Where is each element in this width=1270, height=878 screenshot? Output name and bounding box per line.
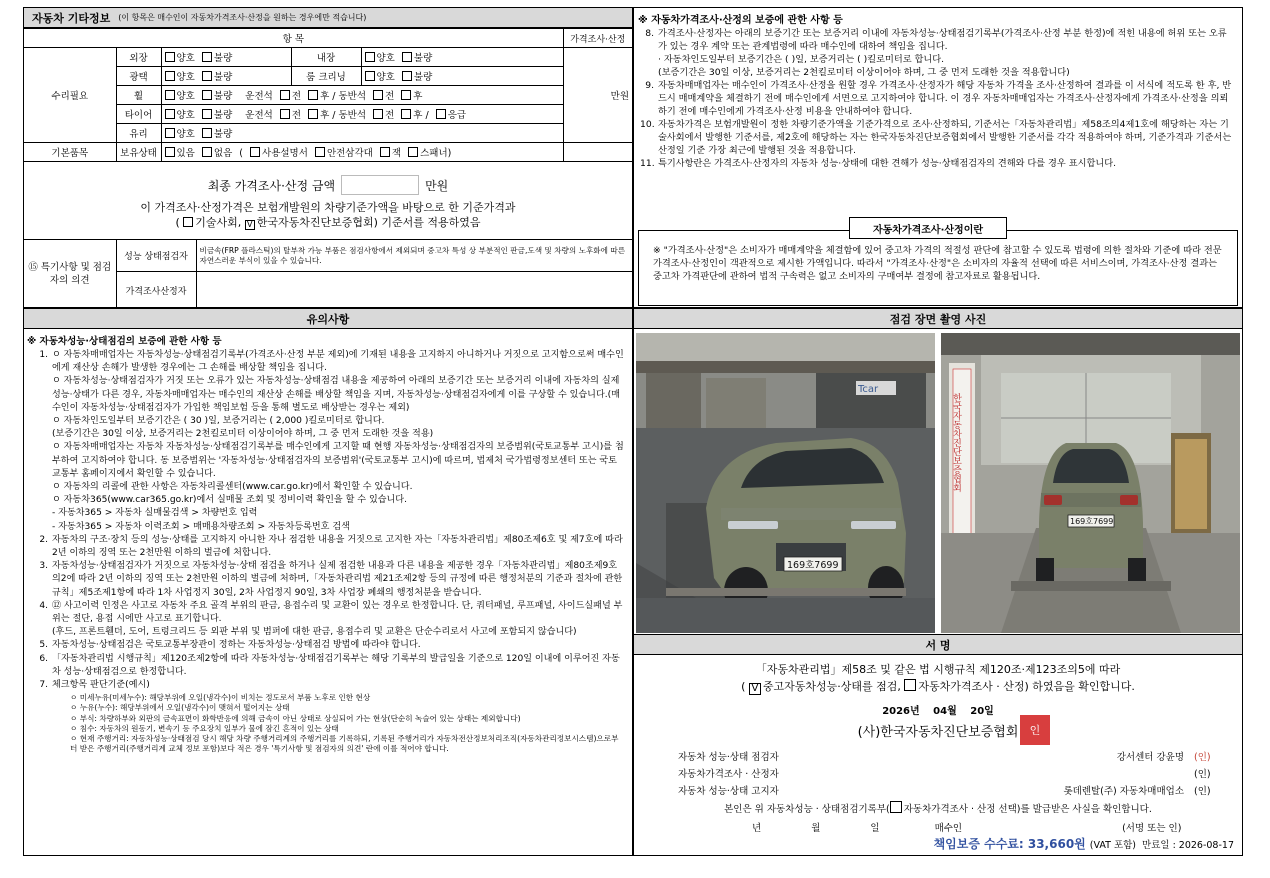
checkbox[interactable]	[202, 109, 212, 119]
checkbox[interactable]	[202, 52, 212, 62]
checkbox[interactable]	[380, 147, 390, 157]
list-item-number: 11.	[640, 158, 655, 169]
criteria-item: ㅇ 누유(누수): 해당부위에서 오일(냉각수)이 맺혀서 떨어지는 상태	[70, 703, 290, 713]
basis-text	[24, 200, 632, 230]
interior-options	[361, 48, 563, 67]
checkbox[interactable]: V	[245, 220, 255, 230]
checkbox[interactable]	[165, 109, 175, 119]
checkbox[interactable]	[250, 147, 260, 157]
checkbox[interactable]	[165, 52, 175, 62]
fee-line	[934, 835, 1234, 852]
price-guarantee-header: ※ 자동차가격조사·산정의 보증에 관한 사항 등	[638, 15, 843, 26]
list-item-number	[34, 375, 48, 415]
list-item	[34, 415, 624, 428]
checkbox[interactable]	[165, 147, 175, 157]
list-item-text: ㅇ 자동차매매업자는 자동차 자동차성능·상태점검기록부를 매수인에게 고지할 때 현행 자동차성능·상태점검자의 보증범위(국토교통부 고시)를 첨부하여 고지하여야 합니다. 동 보증범위는 '자동차성능·상태점검자의 보증범위'(국토교통부 고시)에 따르며, 법제처 국가법령정보센터 또는 국토교통부 홈페이지에서 확인할 수 있습니다.	[52, 442, 624, 479]
notes-list	[24, 349, 632, 692]
list-item-number	[640, 66, 654, 79]
photo-rear-svg	[941, 333, 1240, 633]
list-item	[34, 375, 624, 415]
option-front: 전	[385, 110, 395, 121]
possession-options: 있음 없음 ( 사용설명서 안전삼각대 잭 스패너)	[161, 143, 563, 162]
option-front: 전	[385, 91, 395, 102]
signer-role: 자동차 성능·상태 고지자	[678, 785, 779, 797]
basis-line-1: 이 가격조사·산정가격은 보험개발원의 차량기준가액을 바탕으로 한 기준가격과	[140, 201, 516, 214]
option-rear: 후	[413, 91, 423, 102]
list-item	[34, 428, 624, 441]
price-guarantee-list	[634, 27, 1242, 170]
option-front: 전	[291, 110, 302, 121]
checkbox[interactable]	[280, 109, 290, 119]
tire-options: 양호 불량 운전석 전 후 / 동반석 전 후 / 응급	[161, 105, 563, 124]
price-checker-opinion[interactable]	[196, 272, 632, 309]
list-item	[34, 481, 624, 494]
option-rear: 후	[320, 110, 330, 121]
list-item	[34, 521, 624, 534]
room-cleaning-options	[361, 67, 563, 86]
vehicle-other-info-section	[24, 8, 632, 308]
list-item-text: - 자동차365 > 자동차 실매물검색 > 차량번호 입력	[52, 508, 258, 519]
row-label-interior: 내장	[291, 48, 361, 67]
buyer-label: 매수인	[934, 823, 963, 834]
option-bad: 불량	[213, 110, 233, 121]
option-good: 양호	[376, 72, 395, 83]
checkbox[interactable]	[165, 128, 175, 138]
option-rear: 후	[413, 110, 423, 121]
criteria-item: ㅇ 부식: 차량하부와 외판의 금속표면이 화학반응에 의해 금속이 아닌 상태로 상실되어 가는 현상(단순히 녹슬어 있는 상태는 제외합니다)	[70, 713, 521, 723]
list-item-text: 자동차성능·상태점검은 국토교통부장관이 정하는 자동차성능·상태점검 방법에 따라야 합니다.	[52, 640, 421, 651]
option-bad: 불량	[213, 72, 233, 83]
checkbox[interactable]	[365, 71, 375, 81]
notes-small-list	[24, 692, 632, 754]
booth-sign: 한국자동차진단보증협회	[951, 393, 961, 492]
perf-checker-opinion: 비금속(FRP 플라스틱)의 탈부착 가능 부품은 점검사항에서 제외되며 중고차 특성 상 부분적인 판금,도색 및 차량의 노후화에 따른 자연스러운 부식이 있을 수 있습니다.	[196, 240, 632, 272]
list-item-text: ⑫ 사고이력 인정은 사고로 자동차 주요 골격 부위의 판금, 용접수리 및 교환이 있는 경우로 한정합니다. 단, 쿼터패널, 루프패널, 사이드실패널 부위는 절단, 용접 시에만 사고로 표기합니다.	[52, 600, 623, 625]
buyer-line	[634, 820, 1242, 835]
list-item-number	[640, 53, 654, 66]
checkbox[interactable]	[402, 52, 412, 62]
list-item-text: 특기사항란은 가격조사·산정자의 자동차 성능·상태에 대한 견해가 성능·상태점검자의 견해와 다를 경우 표시합니다.	[658, 158, 1117, 169]
option-none: 없음	[213, 148, 233, 159]
checkbox[interactable]	[165, 90, 175, 100]
checkbox[interactable]	[402, 71, 412, 81]
row-label-room-cleaning: 룸 크리닝	[291, 67, 361, 86]
option-good: 양호	[176, 129, 195, 140]
inspection-photo-front	[636, 333, 935, 633]
list-item-number: 9.	[645, 80, 654, 91]
list-item-number	[34, 481, 48, 494]
signer-name: 롯데렌탈(주) 자동차매매업소	[1063, 785, 1184, 797]
checkbox[interactable]	[401, 90, 411, 100]
checkbox[interactable]	[365, 52, 375, 62]
list-item	[640, 27, 1234, 53]
option-bad: 불량	[213, 91, 233, 102]
list-item-number	[34, 626, 48, 639]
list-item-number	[34, 428, 48, 441]
list-item-number: 3.	[39, 561, 48, 572]
final-price-unit: 만원	[425, 178, 449, 193]
list-item-text: · 자동차인도일부터 보증기간은 ( )일, 보증거리는 ( )킬로미터로 합니다.	[658, 54, 945, 65]
repair-table	[24, 28, 632, 162]
list-item	[34, 639, 624, 652]
list-item-text: ㅇ 자동차인도일부터 보증기간은 ( 30 )일, 보증거리는 ( 2,000 )킬로미터로 합니다.	[52, 416, 385, 427]
list-item-number	[34, 507, 48, 520]
option-good: 양호	[176, 91, 195, 102]
list-item	[34, 507, 624, 520]
option-bad: 불량	[413, 53, 433, 64]
row-label-wheel: 휠	[116, 86, 161, 105]
option-front: 전	[291, 91, 302, 102]
price-intro-text: ※ "가격조사·산정"은 소비자가 매매계약을 체결함에 있어 중고차 가격의 적절성 판단에 참고할 수 있도록 법령에 의한 절차와 기준에 따라 전문 가격조사·산정인이 객관적으로 제시한 가액입니다. 따라서 "가격조사·산정"은 소비자의 자율적 선택에 따른 서비스이며, 가격조사·산정 결과는 중고차 가격판단에 관하여 법적 구속력은 없고 소비자의 구매여부 결정에 참고자료로 활용됩니다.	[653, 245, 1222, 282]
list-item-text: (후드, 프론트휀더, 도어, 트렁크리드 등 외판 부위 및 범퍼에 대한 판금, 용접수리 및 교환은 단순수리로서 사고에 포함되지 않습니다)	[52, 627, 577, 638]
list-item	[640, 53, 1234, 66]
checkbox[interactable]	[436, 109, 446, 119]
buyer-month: 월	[811, 823, 821, 834]
list-item	[34, 626, 624, 639]
final-price-input[interactable]	[341, 175, 419, 195]
list-item	[34, 679, 624, 692]
law-line: 「자동차관리법」제58조 및 같은 법 시행규칙 제120조·제123조의5에 따라	[755, 663, 1121, 676]
option-bad: 불량	[213, 129, 233, 140]
row-label-glass: 유리	[116, 124, 161, 143]
receipt-b: 자동차가격조사 · 산정 선택)를 발급받은 사실을 확인합니다.	[903, 804, 1152, 815]
notes-header: 유의사항	[24, 309, 632, 329]
list-item-number	[34, 415, 48, 428]
list-item	[34, 494, 624, 507]
row-label-tire: 타이어	[116, 105, 161, 124]
confirm-price: 자동차가격조사 · 산정) 하였음을 확인합니다.	[918, 680, 1135, 693]
shop-sign: Tcar	[858, 384, 879, 395]
receipt-a: 본인은 위 자동차성능 · 상태점검기록부(	[724, 804, 890, 815]
criteria-item: ㅇ 현재 주행거리: 자동차성능·상태점검 당시 해당 차량 주행거리계의 주행거리를 기록하되, 기록된 주행거리가 자동차전산정보처리조직(자동차관리정보시스템)으로부터 받은 주행거리(주행거리계 교체 정보 포함)보다 적은 경우 '특기사항 및 점검자의 의견' 란에 이를 적어야 합니다.	[70, 734, 619, 754]
checkbox[interactable]	[202, 90, 212, 100]
list-item-number: 2.	[39, 534, 48, 545]
option-good: 양호	[376, 53, 395, 64]
perf-checker-label: 성능 상태점검자	[116, 240, 196, 272]
final-price-label: 최종 가격조사·산정 금액	[207, 178, 336, 193]
signature-section	[634, 635, 1242, 855]
photo-section	[634, 309, 1242, 635]
wheel-options: 양호 불량 운전석 전 후 / 동반석 전 후	[161, 86, 563, 105]
passenger-seat-label: 동반석	[338, 91, 367, 102]
org-name: (사)한국자동차진단보증협회	[857, 725, 1019, 740]
repair-needed-label: 수리필요	[24, 48, 116, 143]
checkbox[interactable]	[315, 147, 325, 157]
checkbox-inspection[interactable]: V	[749, 683, 761, 695]
checkbox[interactable]	[202, 147, 212, 157]
checkbox[interactable]	[308, 90, 318, 100]
list-item	[640, 79, 1234, 118]
checkbox[interactable]	[202, 71, 212, 81]
list-item-number: 1.	[39, 350, 48, 360]
driver-seat-label: 운전석	[245, 110, 273, 121]
list-item-number	[34, 494, 48, 507]
signer-seal-mark[interactable]: (인)	[1194, 751, 1211, 763]
basis-option-engineer: 기술사회,	[195, 216, 242, 229]
exterior-options	[161, 48, 291, 67]
signature-header: 서 명	[634, 635, 1242, 655]
checkbox[interactable]	[373, 109, 383, 119]
repair-price-unit: 만원	[563, 48, 632, 143]
basis-line-2: ( 기술사회, V 한국자동차진단보증협회) 기준서를 적용하였음	[175, 216, 481, 229]
section-note: (이 항목은 매수인이 자동차가격조사·산정을 원하는 경우에만 적습니다)	[118, 13, 367, 22]
list-item	[640, 118, 1234, 157]
list-item	[34, 441, 624, 481]
driver-seat-label: 운전석	[245, 91, 273, 102]
criteria-item: ㅇ 미세누유(미세누수): 해당부위에 오일(냉각수)이 비치는 정도로서 부품 노후로 인한 현상	[70, 693, 371, 703]
basic-items-price-cell	[563, 143, 632, 162]
signer-row	[678, 764, 1216, 781]
signer-role: 자동차가격조사 · 산정자	[678, 768, 779, 780]
official-seal-text: 인	[1029, 724, 1041, 737]
list-item-text: ㅇ 자동차의 리콜에 관한 사항은 자동차리콜센터(www.car.go.kr)에서 확인할 수 있습니다.	[52, 482, 413, 493]
official-seal	[1020, 715, 1050, 745]
passenger-seat-label: 동반석	[338, 110, 367, 121]
special-notes-table	[24, 239, 632, 309]
price-intro-title: 자동차가격조사·산정이란	[849, 217, 1007, 239]
list-item-text: 자동차매매업자는 매수인이 가격조사·산정을 원할 경우 가격조사·산정자가 해당 자동차 가격을 조사·산정하여 결과를 이 서식에 적도록 한 후, 반드시 매매계약을 체결하기 전에 매수인에게 서면으로 고지하여야 합니다. 이 경우 자동차매매업자는 가격조사·산정자에게 가격조사·산정을 의뢰하기 전에 매수인에게 가격조사·산정 비용을 안내하여야 합니다.	[658, 80, 1232, 117]
list-item	[34, 349, 624, 375]
list-item-text: 자동차성능·상태점검자가 거짓으로 자동차성능·상태 점검을 하거나 실제 점검한 내용과 다른 내용을 제공한 경우「자동차관리법」제80조제9호의2에 따라 2년 이하의 징역 또는 2천만원 이하의 벌금에 처하며,「자동차관리법 제21조제2항 등의 규정에 따른 행정처분의 기준과 절차에 관한 규칙」제5조제1항에 따라 1차 사업정지 30일, 2차 사업정지 90일, 3차 사업장 폐쇄의 행정처분을 받습니다.	[52, 561, 623, 598]
list-item	[34, 600, 624, 626]
checkbox[interactable]	[183, 217, 193, 227]
list-item-text: (보증기간은 30일 이상, 보증거리는 2천킬로미터 이상이어야 하며, 그 중 먼저 도래한 것을 적용합니다)	[658, 67, 1070, 78]
row-label-possession: 보유상태	[116, 143, 161, 162]
checkbox[interactable]	[165, 71, 175, 81]
price-checker-label: 가격조사산정자	[116, 272, 196, 309]
photo-front-svg	[636, 333, 935, 633]
receipt-line	[634, 801, 1242, 816]
gloss-options	[161, 67, 291, 86]
sign-day: 20일	[970, 706, 994, 717]
list-item-text: 「자동차관리법 시행규칙」제120조제2항에 따라 자동차성능·상태점검기록부는 해당 기록부의 발급일을 기준으로 120일 이내에 이루어진 자동차 성능·상태점검으로 한정합니다.	[52, 653, 620, 677]
signer-name: 강서센터 강윤명	[1116, 751, 1184, 763]
option-rear: 후	[320, 91, 330, 102]
checkbox[interactable]	[280, 90, 290, 100]
list-item-number: 8.	[645, 28, 654, 39]
option-good: 양호	[176, 53, 195, 64]
option-jack: 잭	[391, 148, 402, 159]
list-item-text: 체크항목 판단기준(예시)	[52, 680, 150, 691]
sign-month: 04월	[933, 706, 957, 717]
list-item-number: 4.	[39, 600, 48, 611]
option-good: 양호	[176, 110, 195, 121]
list-item-text: 가격조사·산정자는 아래의 보증기간 또는 보증거리 이내에 자동차성능·상태점검기록부(가격조사·산정 부분 한정)에 적힌 내용에 허위 또는 오류가 있는 경우 계약 또는 관계법령에 따라 매수인에 대하여 책임을 집니다.	[658, 28, 1227, 52]
notes-sub-header: ※ 자동차성능·상태점검의 보증에 관한 사항 등	[27, 336, 222, 347]
list-item-number	[34, 441, 48, 481]
sign-rows	[634, 747, 1242, 798]
list-item-text: 자동차의 구조·장치 등의 성능·상태를 고지하지 아니한 자나 점검한 내용을 거짓으로 고지한 자는「자동차관리법」제80조제6호 및 제7호에 따라 2년 이하의 징역 또는 2천만원 이하의 벌금에 처합니다.	[52, 534, 623, 559]
option-good: 양호	[176, 72, 195, 83]
list-item-number: 6.	[39, 653, 48, 664]
special-notes-label: ⑮ 특기사항 및 점검자의 의견	[24, 240, 116, 309]
basic-items-label: 기본품목	[24, 143, 116, 162]
plate-number-rear: 169호7699	[1070, 517, 1114, 526]
inspection-photo-rear	[941, 333, 1240, 633]
checkbox[interactable]	[308, 109, 318, 119]
org-line	[634, 721, 1242, 741]
confirm-inspection: 중고자동차성능·상태를 점검,	[762, 680, 901, 693]
checkbox-price[interactable]	[904, 679, 916, 691]
list-item-text: ㅇ 자동차성능·상태점검자가 거짓 또는 오류가 있는 자동차성능·상태점검 내용을 제공하여 아래의 보증기간 또는 보증거리 이내에 자동차의 실제 성능·상태가 다른 경우, 자동차매매업자는 매수인의 재산상 손해를 배상할 책임을 지며, 자동차성능·상태점검자에게 이를 구상할 수 있습니다.(매수인이 자동차성능·상태점검자가 가입한 책임보험 등을 통해 별도로 배상받는 경우는 제외)	[52, 376, 620, 413]
fee-vat: (VAT 포함)	[1089, 840, 1137, 851]
checkbox[interactable]	[202, 128, 212, 138]
option-manual: 사용설명서	[262, 148, 308, 159]
expiry-date: 만료일 : 2026-08-17	[1142, 840, 1234, 851]
fee-label: 책임보증 수수료: 33,660원	[933, 837, 1086, 851]
option-have: 있음	[176, 148, 195, 159]
vehicle-other-info-header	[24, 8, 632, 28]
list-item-number: 10.	[640, 119, 655, 130]
checkbox[interactable]	[373, 90, 383, 100]
signer-row	[678, 781, 1216, 798]
row-label-gloss: 광택	[116, 67, 161, 86]
price-intro-box	[638, 224, 1238, 306]
plate-number: 169호7699	[787, 560, 839, 571]
list-item-text: - 자동차365 > 자동차 이력조회 > 매매용차량조회 > 자동차등록번호 검색	[52, 521, 350, 532]
notes-section	[24, 309, 632, 855]
confirm-line: ( V 중고자동차성능·상태를 점검, 자동차가격조사 · 산정) 하였음을 확인합니다.	[741, 680, 1135, 694]
basis-option-association: 한국자동차진단보증협회) 기준서를 적용하였음	[256, 216, 481, 229]
option-spare: 응급	[447, 110, 467, 121]
list-item-text: (보증기간은 30일 이상, 보증거리는 2천킬로미터 이상이어야 하며, 그 중 먼저 도래한 것을 적용)	[52, 429, 434, 440]
signer-seal-mark[interactable]: (인)	[1194, 785, 1211, 797]
final-price-row	[24, 172, 632, 198]
checkbox-receipt[interactable]	[890, 801, 902, 813]
list-item-number	[34, 521, 48, 534]
list-item-text: 자동차가격은 보험개발원이 정한 차량기준가액을 기준가격으로 조사·산정하되, 기준서는「자동차관리법」제58조의4제1호에 해당하는 자는 기술사회에서 발행한 기준서를, 제2호에 해당하는 자는 한국자동차진단보증협회에서 발행한 기준서를 각각 적용하여야 하며, 기준가격과 기준서는 산정일 기준 가장 최근에 발행된 것을 적용합니다.	[658, 119, 1232, 156]
list-item	[34, 560, 624, 600]
sign-year: 2026년	[882, 706, 920, 717]
buyer-year: 년	[752, 823, 762, 834]
list-item-text: ㅇ 자동차매매업자는 자동차성능·상태점검기록부(가격조사·산정 부분 제외)에 기재된 내용을 고지하지 아니하거나 거짓으로 고지함으로써 매수인에게 재산상 손해가 발생한 경우에는 그 손해를 배상할 책임을 집니다.	[52, 350, 624, 374]
option-triangle: 안전삼각대	[326, 148, 373, 159]
criteria-item: ㅇ 침수: 자동차의 원동기, 변속기 등 주요장치 일부가 물에 잠긴 흔적이 있는 상태	[70, 723, 339, 733]
list-item	[34, 534, 624, 560]
buyer-day: 일	[870, 823, 880, 834]
col-price-header: 가격조사·산정	[563, 29, 632, 48]
list-item-number: 5.	[39, 640, 48, 651]
sign-date	[634, 702, 1242, 717]
list-item	[640, 157, 1234, 170]
option-bad: 불량	[213, 53, 233, 64]
signer-role: 자동차 성능·상태 점검자	[678, 751, 779, 763]
checkbox[interactable]	[408, 147, 418, 157]
list-item-text: ㅇ 자동차365(www.car365.go.kr)에서 실매물 조회 및 정비이력 확인을 할 수 있습니다.	[52, 495, 407, 506]
signer-seal-mark[interactable]: (인)	[1194, 768, 1211, 780]
glass-options	[161, 124, 563, 143]
checkbox[interactable]	[401, 109, 411, 119]
signer-row	[678, 747, 1216, 764]
option-spanner: 스패너	[420, 148, 448, 159]
price-guarantee-section	[634, 8, 1242, 308]
buyer-sign-mark[interactable]: (서명 또는 인)	[1122, 823, 1182, 834]
section-title: 자동차 기타정보	[32, 11, 111, 25]
option-bad: 불량	[413, 72, 433, 83]
list-item	[34, 653, 624, 679]
row-label-exterior: 외장	[116, 48, 161, 67]
col-item-header: 항 목	[24, 29, 563, 48]
photo-header: 점검 장면 촬영 사진	[634, 309, 1242, 329]
list-item-number: 7.	[39, 680, 48, 691]
list-item	[640, 66, 1234, 79]
